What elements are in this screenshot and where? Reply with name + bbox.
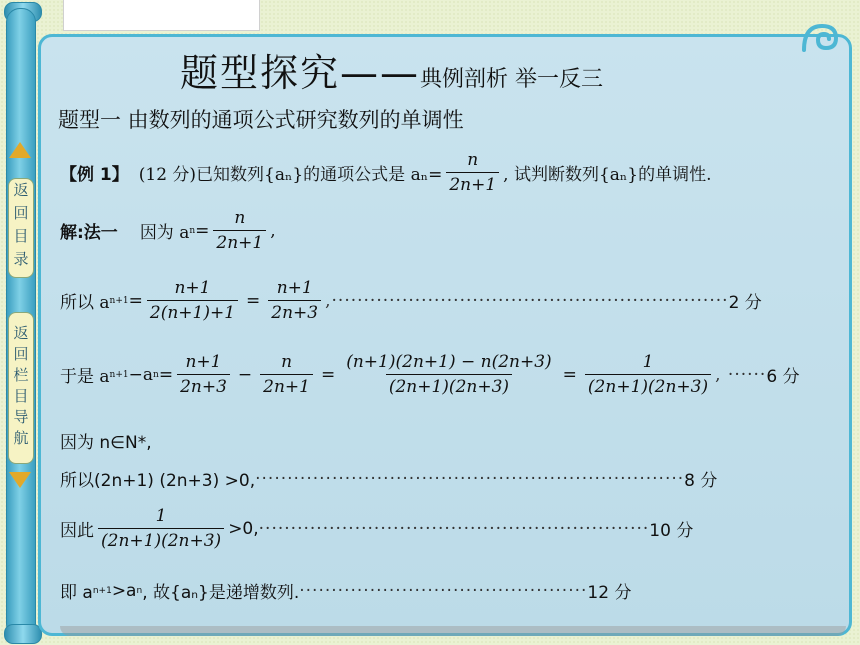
fraction-denominator: 2n+1 [213, 230, 266, 253]
fraction-numerator: n [234, 208, 246, 228]
line3-fraction-4 [585, 352, 711, 397]
solution-line-4 [60, 428, 152, 453]
line2-fraction-1 [147, 278, 238, 323]
line2-fraction-2 [268, 278, 321, 323]
line5-dots: ··································································· [255, 468, 685, 489]
line3-fraction-3 [343, 352, 554, 397]
solution-line-6 [60, 506, 693, 551]
line1-eq: = [195, 220, 210, 241]
panel-shadow [60, 626, 846, 636]
line2-sub: n+1 [109, 295, 129, 306]
solution-label: 解:法一 [60, 223, 118, 243]
fraction-denominator: 2n+1 [260, 374, 313, 397]
example-text-b: , 试判断数列{aₙ}的单调性. [503, 165, 712, 185]
line6-score: 10 分 [649, 521, 694, 541]
line5-score: 8 分 [684, 471, 718, 491]
solution-line-7 [60, 578, 631, 603]
line4-text: 因为 n∈N*, [60, 433, 152, 453]
scroll-up-arrow-icon[interactable] [9, 142, 31, 158]
scroll-down-arrow-icon[interactable] [9, 472, 31, 488]
back-to-contents-button[interactable] [8, 178, 34, 278]
fraction-numerator: (n+1)(2n+1) − n(2n+3) [346, 352, 552, 372]
line7-sub2: n [136, 585, 143, 596]
fraction-numerator: n+1 [174, 278, 211, 298]
section-heading: 题型一 由数列的通项公式研究数列的单调性 [58, 108, 464, 132]
fraction-numerator: n+1 [276, 278, 313, 298]
swirl-ornament-icon [800, 20, 840, 60]
title-sub: 典例剖析 举一反三 [420, 67, 604, 92]
fraction-numerator: 1 [155, 506, 167, 526]
line3-minus: −a [128, 364, 154, 385]
line2-score: 2 分 [728, 293, 762, 313]
line3-fraction-1 [177, 352, 230, 397]
example-fraction [446, 150, 499, 195]
top-white-box [63, 0, 260, 31]
example-label: 【例 1】 [60, 165, 129, 185]
line7-score: 12 分 [587, 583, 632, 603]
example-line [60, 150, 712, 195]
line3-eq2: = [320, 364, 336, 385]
line1-tail: , [270, 220, 276, 241]
line7-sub1: n+1 [92, 585, 112, 596]
line1-text: 因为 a [139, 223, 190, 243]
line1-fraction [213, 208, 266, 253]
example-points: (12 分) [138, 165, 197, 185]
line3-sub2: n [153, 369, 159, 380]
line3-dots: , ······ [715, 364, 767, 385]
scroll-bottom-cap [4, 624, 42, 644]
line6-dots: ····························································· [258, 518, 650, 539]
line5-text: 所以(2n+1) (2n+3) >0, [60, 471, 256, 491]
line6-fraction [98, 506, 224, 551]
line6-text: 因此 [60, 521, 94, 541]
solution-line-2 [60, 278, 762, 323]
fraction-numerator: n [467, 150, 479, 170]
title-dash: —— [340, 51, 421, 95]
fraction-numerator: 1 [642, 352, 654, 372]
line2-eq: = [128, 290, 143, 311]
fraction-denominator: 2n+3 [177, 374, 230, 397]
line3-eq3: = [562, 364, 577, 385]
line1-sub: n [189, 225, 196, 236]
back-to-column-label: 返回栏目导航 [11, 325, 30, 451]
example-text-a: 已知数列{aₙ}的通项公式是 aₙ= [196, 165, 443, 185]
line3-score: 6 分 [766, 367, 800, 387]
fraction-numerator: n+1 [185, 352, 222, 372]
line2-dots: ,······························································ [325, 290, 729, 311]
back-to-column-button[interactable] [8, 312, 34, 464]
title-main: 题型探究 [180, 51, 341, 95]
line3-sub1: n+1 [109, 369, 129, 380]
page-title [180, 42, 603, 97]
line6-tail: >0, [228, 518, 259, 539]
line7-text: 即 a [60, 583, 93, 603]
line3-eq: = [158, 364, 174, 385]
line3-op1: − [237, 364, 253, 385]
line7-mid: >a [111, 580, 137, 601]
line2-eq2: = [246, 290, 261, 311]
fraction-numerator: n [281, 352, 293, 372]
line7-tail: , 故{aₙ}是递增数列. [142, 583, 300, 603]
solution-line-3 [60, 352, 800, 397]
fraction-denominator: (2n+1)(2n+3) [98, 528, 224, 551]
fraction-denominator: (2n+1)(2n+3) [386, 374, 512, 397]
back-to-contents-label: 返回目录 [11, 182, 30, 274]
solution-line-5 [60, 466, 717, 491]
fraction-denominator: 2n+1 [446, 172, 499, 195]
line3-fraction-2 [260, 352, 313, 397]
fraction-denominator: (2n+1)(2n+3) [585, 374, 711, 397]
solution-line-1 [60, 208, 276, 253]
line2-text: 所以 a [60, 293, 110, 313]
line7-dots: ············································· [299, 580, 588, 601]
line3-text: 于是 a [60, 367, 110, 387]
fraction-denominator: 2(n+1)+1 [147, 300, 238, 323]
fraction-denominator: 2n+3 [268, 300, 321, 323]
